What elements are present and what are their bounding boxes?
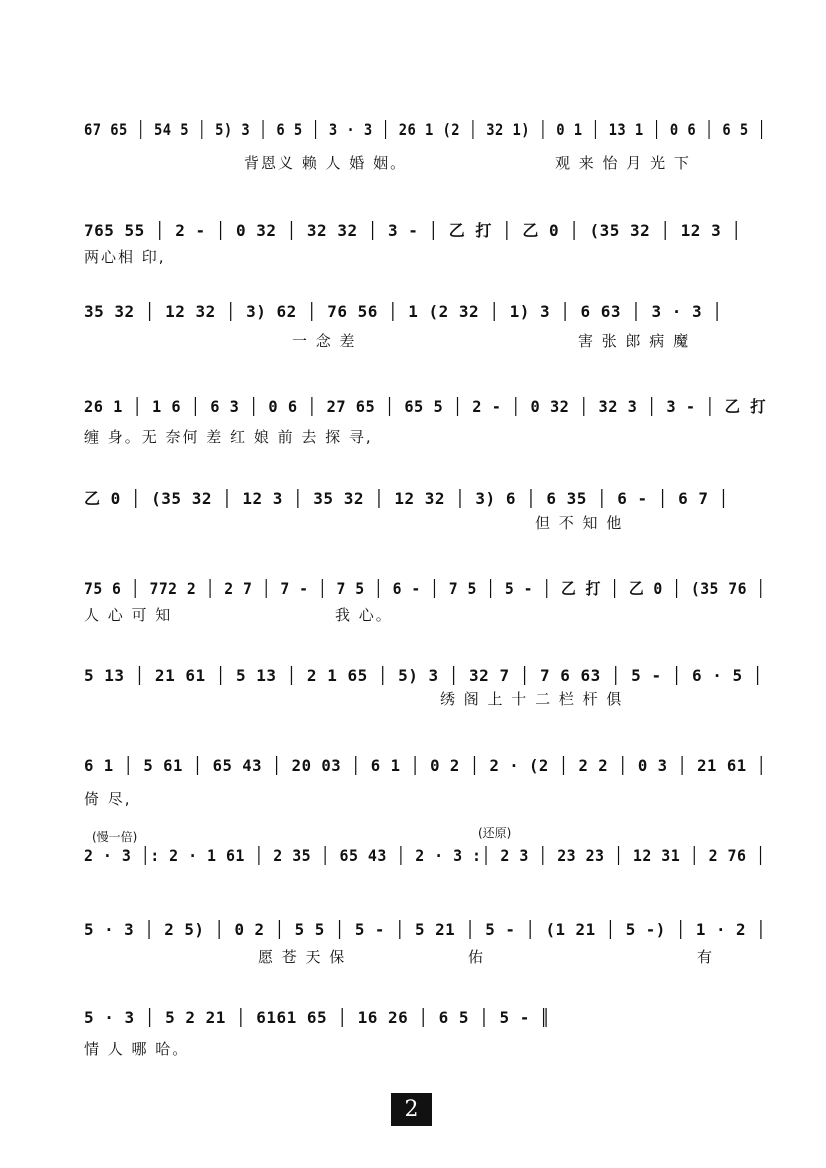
notation-line: 67 65 │ 54 5 │ 5) 3 │ 6 5 │ 3 · 3 │ 26 1 (2 │ 32 1) │ 0 1 │ 13 1 │ 0 6 │ 6 5 │ <box>84 120 767 139</box>
notation-line: 765 55 │ 2 - │ 0 32 │ 32 32 │ 3 - │ 乙 打 │ 乙 0 │ (35 32 │ 12 3 │ <box>84 221 742 240</box>
lyric-line: 观 来 怡 月 光 下 <box>555 154 691 172</box>
lyric-line: 我 心。 <box>335 606 393 624</box>
lyric-line: 但 不 知 他 <box>535 514 624 532</box>
tempo-marking: (还原) <box>478 826 512 840</box>
lyric-line: 佑 <box>468 948 486 966</box>
lyric-line: 害 张 郎 病 魔 <box>578 332 691 350</box>
lyric-line: 倚 尽, <box>84 790 132 808</box>
lyric-line: 绣 阁 上 十 二 栏 杆 俱 <box>440 690 624 708</box>
lyric-line: 一 念 差 <box>292 332 357 350</box>
notation-line: 5 · 3 │ 5 2 21 │ 6161 65 │ 16 26 │ 6 5 │ 5 - ║ <box>84 1008 551 1027</box>
notation-line: 26 1 │ 1 6 │ 6 3 │ 0 6 │ 27 65 │ 65 5 │ 2 - │ 0 32 │ 32 3 │ 3 - │ 乙 打 <box>84 397 767 416</box>
page-number-badge <box>391 1093 432 1126</box>
page-number: 2 <box>404 1097 419 1122</box>
lyric-line: 背恩义 赖 人 婚 姻。 <box>244 154 408 172</box>
lyric-line: 愿 苍 天 保 <box>258 948 347 966</box>
notation-line: 75 6 │ 772 2 │ 2 7 │ 7 - │ 7 5 │ 6 - │ 7 5 │ 5 - │ 乙 打 │ 乙 0 │ (35 76 │ <box>84 579 766 598</box>
notation-line: 2 · 3 │: 2 · 1 61 │ 2 35 │ 65 43 │ 2 · 3 :│ 2 3 │ 23 23 │ 12 31 │ 2 76 │ <box>84 846 766 865</box>
lyric-line: 人 心 可 知 <box>84 606 173 624</box>
notation-line: 5 · 3 │ 2 5) │ 0 2 │ 5 5 │ 5 - │ 5 21 │ 5 - │ (1 21 │ 5 -) │ 1 · 2 │ <box>84 920 767 939</box>
notation-line: 5 13 │ 21 61 │ 5 13 │ 2 1 65 │ 5) 3 │ 32 7 │ 7 6 63 │ 5 - │ 6 · 5 │ <box>84 666 763 685</box>
notation-line: 乙 0 │ (35 32 │ 12 3 │ 35 32 │ 12 32 │ 3) 6 │ 6 35 │ 6 - │ 6 7 │ <box>84 489 729 508</box>
notation-line: 35 32 │ 12 32 │ 3) 62 │ 76 56 │ 1 (2 32 │ 1) 3 │ 6 63 │ 3 · 3 │ <box>84 302 723 321</box>
lyric-line: 情 人 哪 哈。 <box>84 1040 190 1058</box>
tempo-marking: (慢一倍) <box>92 830 138 844</box>
lyric-line: 有 <box>697 948 715 966</box>
lyric-line: 两心相 印, <box>84 248 166 266</box>
notation-line: 6 1 │ 5 61 │ 65 43 │ 20 03 │ 6 1 │ 0 2 │ 2 · (2 │ 2 2 │ 0 3 │ 21 61 │ <box>84 756 767 775</box>
lyric-line: 缠 身。无 奈何 差 红 娘 前 去 探 寻, <box>84 428 373 446</box>
